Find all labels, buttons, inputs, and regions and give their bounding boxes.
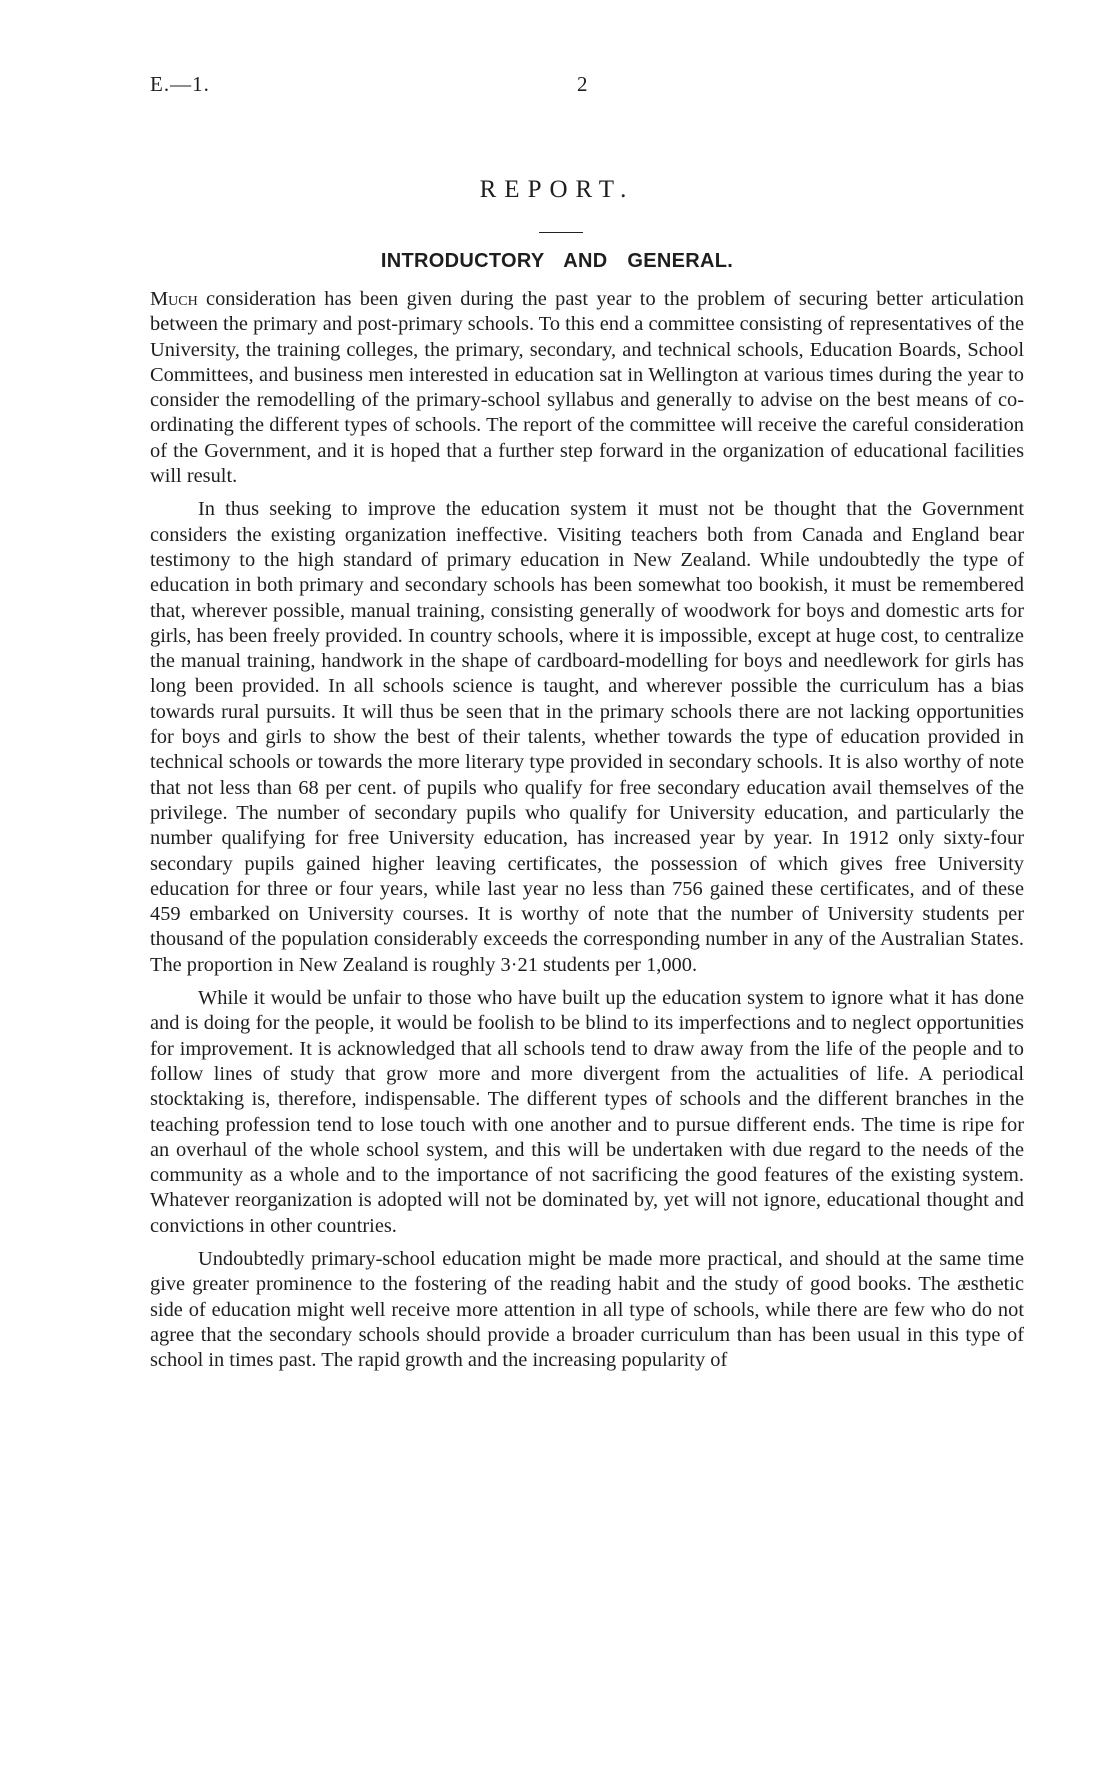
paragraph-2 [150,497,1024,978]
body-text [150,287,1024,1381]
paragraph-4-text: Undoubtedly primary-school education might be made more practical, and should at the same time give greater prominence to the fostering of the reading habit and the study of good books. The æsthetic side of education might well receive more attention in all type of schools, while there are few who do not agree that the secondary schools should provide a broader curriculum than has been usual in this type of school in times past. The rapid growth and the increasing popularity of [150,1247,1024,1372]
paragraph-3-text: While it would be unfair to those who have built up the education system to ignore what it has done and is doing for the people, it would be foolish to be blind to its imperfections and to neglect opportunities for improvement. It is acknowledged that all schools tend to draw away from the life of the people and to follow lines of study that grow more and more divergent from the actualities of life. A periodical stocktaking is, therefore, indispensable. The different types of schools and the different branches in the teaching profession tend to lose touch with one another and to pursue different ends. The time is ripe for an overhaul of the whole school system, and this will be undertaken with due regard to the needs of the community as a whole and to the importance of not sacrificing the good features of the existing system. Whatever reorganization is adopted will not be dominated by, yet will not ignore, educational thought and convictions in other countries. [150,987,1024,1237]
section-heading: INTRODUCTORY AND GENERAL. [380,250,734,272]
document-reference: E.—1. [150,72,210,96]
paragraph-1 [150,287,1024,489]
paragraph-3 [150,986,1024,1239]
title-divider [539,232,583,233]
paragraph-2-text: In thus seeking to improve the education system it must not be thought that the Government considers the existing organization ineffective. Visiting teachers both from Canada and England bear testimony to the high standard of primary education in New Zealand. While undoubtedly the type of education in both primary and secondary schools has been somewhat too bookish, it must be remembered that, wherever possible, manual training, consisting generally of woodwork for boys and domestic arts for girls, has been freely provided. In country schools, where it is impossible, except at huge cost, to centralize the manual training, handwork in the shape of cardboard-modelling for boys and needlework for girls has long been provided. In all schools science is taught, and wherever possible the curriculum has a bias towards rural pursuits. It will thus be seen that in the primary schools there are not lacking opportunities for boys and girls to show the best of their talents, whether towards the type of education provided in technical schools or towards the more literary type provided in secondary schools. It is also worthy of note that not less than 68 per cent. of pupils who qualify for free secondary education avail themselves of the privilege. The number of secondary pupils who qualify for University education, and particularly the number qualifying for free University education, has increased year by year. In 1912 only sixty-four secondary pupils gained higher leaving certificates, the possession of which gives free University education for three or four years, while last year no less than 756 gained these certificates, and of these 459 embarked on University courses. It is worthy of note that the number of University students per thousand of the population considerably exceeds the corresponding number in any of the Australian States. The proportion in New Zealand is roughly 3·21 students per 1,000. [150,498,1024,976]
paragraph-1-lead: Much [150,288,198,310]
report-title: REPORT. [479,176,635,203]
paragraph-4 [150,1247,1024,1373]
page-number: 2 [577,72,588,96]
paragraph-1-text: consideration has been given during the past year to the problem of securing better articulation between the primary and post-primary schools. To this end a committee consisting of representatives of the University, the training colleges, the primary, secondary, and technical schools, Education Boards, School Committees, and business men interested in education sat in Wellington at various times during the year to consider the remodelling of the primary-school syllabus and generally to advise on the best means of co-ordinating the different types of schools. The report of the committee will receive the careful consideration of the Government, and it is hoped that a further step forward in the organization of educational facilities will result. [150,288,1024,488]
